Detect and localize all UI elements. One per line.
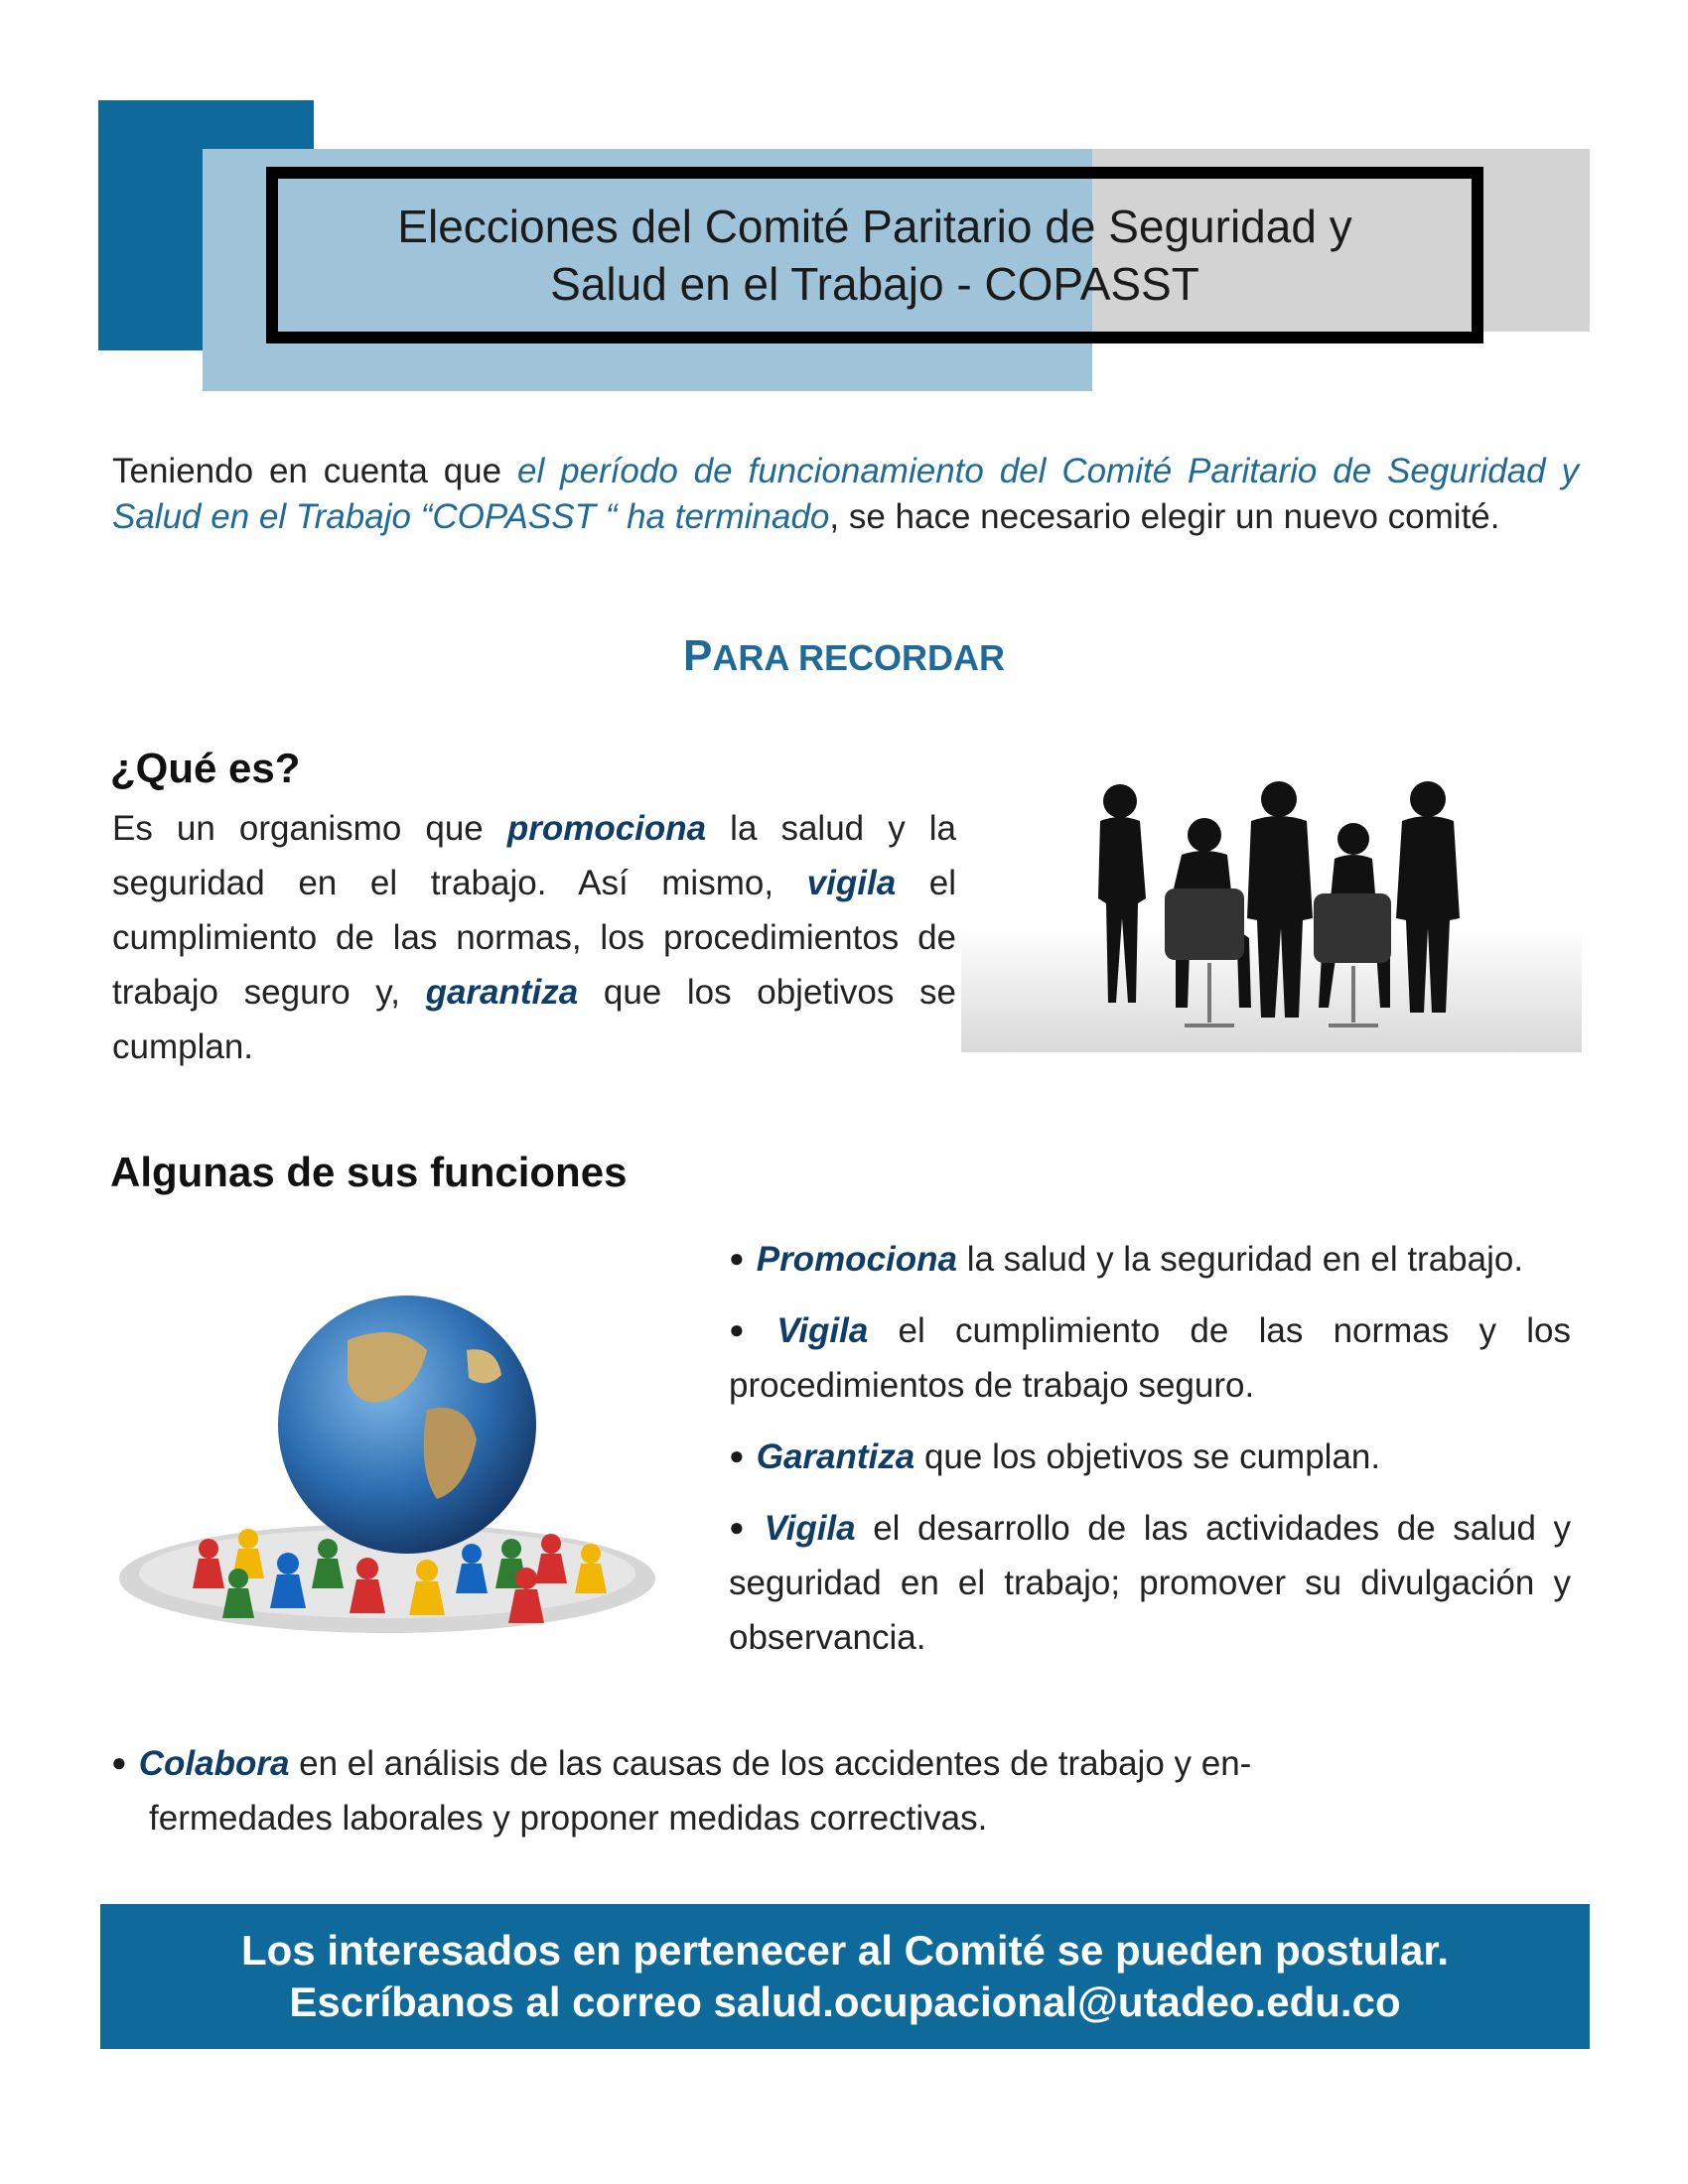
funcion-text: el cumplimiento de las normas y los procedimientos de trabajo seguro. [729,1311,1571,1405]
que-es-body [112,801,956,1074]
que-es-bold-3: garantiza [425,973,579,1012]
colabora-text-2: fermedades laborales y proponer medidas correctivas. [149,1799,988,1838]
bullet-icon: ● [111,1747,127,1777]
que-es-heading: ¿Qué es? [110,745,301,791]
intro-highlight: el período de funcionamiento del Comité Paritario de Seguridad y Salud en el Trabajo “COPASST “ ha terminado [112,452,1579,536]
intro-paragraph [112,449,1579,540]
colabora-bold: Colabora [138,1744,290,1783]
recordar-cap: P [682,631,713,680]
funcion-text: el desarrollo de las actividades de salud y seguridad en el trabajo; promover su divulgación y observancia. [729,1509,1571,1657]
colabora-item [111,1735,1571,1845]
funcion-text: que los objetivos se cumplan. [914,1437,1381,1476]
footer-line-2: Escríbanos al correo salud.ocupacional@utadeo.edu.co [289,1979,1401,2025]
funcion-item [729,1429,1571,1484]
bullet-icon: ● [729,1440,745,1470]
recordar-rest: ARA RECORDAR [712,637,1006,678]
que-es-text-2: la salud y la seguridad en el trabajo. Así mismo, [112,809,956,902]
funciones-heading: Algunas de sus funciones [110,1149,628,1195]
funcion-text: la salud y la seguridad en el trabajo. [956,1240,1524,1279]
funcion-bold: Vigila [764,1509,856,1548]
que-es-bold-2: vigila [806,864,897,902]
page-title [397,198,1351,313]
bullet-icon: ● [729,1314,766,1344]
intro-text-1: Teniendo en cuenta que [112,452,517,490]
funcion-item [729,1231,1571,1287]
colabora-text-1: en el análisis de las causas de los accidentes de trabajo y en- [289,1744,1252,1783]
bullet-icon: ● [729,1243,745,1273]
funcion-item [729,1302,1571,1413]
intro-text-2: , se hace necesario elegir un nuevo comité. [829,497,1500,536]
funcion-bold: Vigila [776,1311,869,1350]
que-es-text-1: Es un organismo que [112,809,507,848]
business-team-image [961,769,1582,1052]
footer-line-1: Los interesados en pertenecer al Comité se pueden postular. [240,1927,1450,1974]
title-box [266,167,1483,343]
footer-banner [100,1904,1590,2049]
title-line-2: Salud en el Trabajo - COPASST [550,258,1199,310]
que-es-text-3: el cumplimiento de las normas, los procedimientos de trabajo seguro y, [112,864,956,1012]
que-es-bold-1: promociona [506,809,707,848]
funcion-bold: Promociona [756,1240,957,1279]
que-es-text-4: que los objetivos se cumplan. [112,973,956,1066]
funcion-item [729,1500,1571,1665]
title-line-1: Elecciones del Comité Paritario de Seguridad y [397,201,1352,252]
bullet-icon: ● [729,1512,753,1542]
para-recordar-heading [0,631,1688,681]
globe-teamwork-image [99,1251,685,1688]
funciones-list [729,1231,1571,1681]
funcion-bold: Garantiza [756,1437,915,1476]
